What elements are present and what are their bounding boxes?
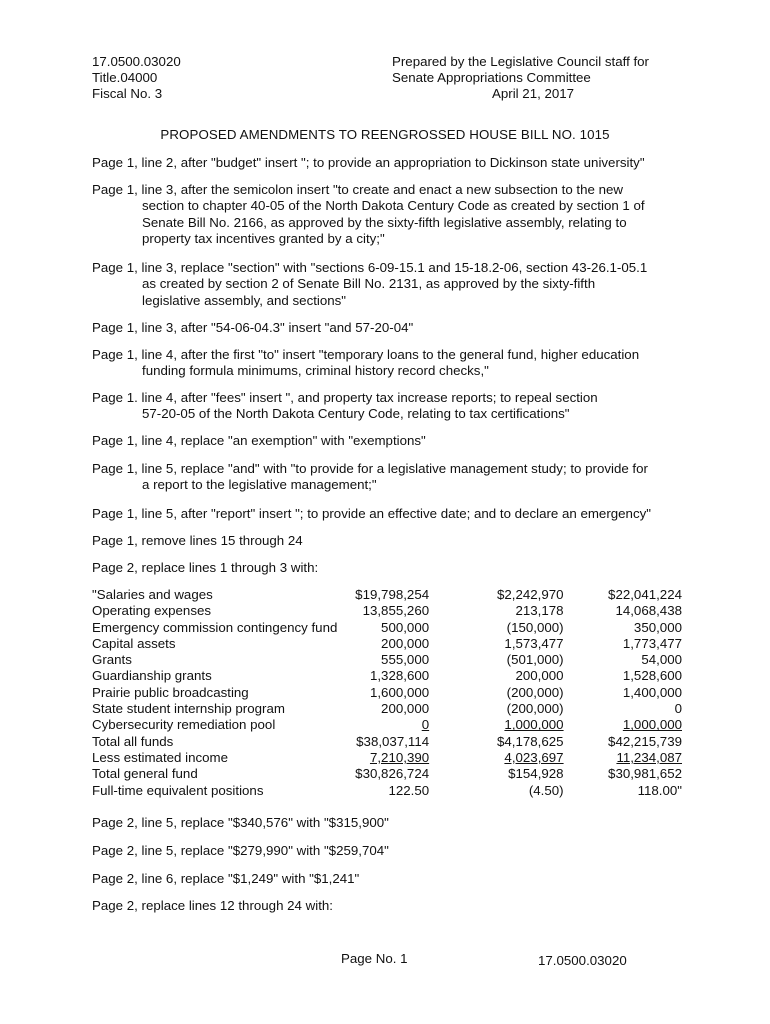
prepared-by: Prepared by the Legislative Council staff for [392,54,649,69]
document-title: PROPOSED AMENDMENTS TO REENGROSSED HOUSE BILL NO. 1015 [160,127,610,142]
header-left [92,54,181,102]
amendment-8: Page 1, line 5, replace "and" with "to provide for a legislative management study; to provide for a report to the legislative management;" [92,461,648,493]
amendment-7: Page 1, line 4, replace "an exemption" with "exemptions" [92,433,426,448]
row-label: State student internship program [92,701,285,717]
adjustment-amount: (150,000) [506,619,564,635]
amendment-9: Page 1, line 5, after "report" insert "; to provide an effective date; and to declare an emergency" [92,506,651,521]
amendment-5: Page 1, line 4, after the first "to" insert "temporary loans to the general fund, higher education funding formula minimums, criminal history record checks," [92,347,640,379]
base-amount: 1,328,600 [369,668,430,684]
total-amount: 1,400,000 [622,684,682,700]
adjustment-amount: (4.50) [528,782,564,798]
base-amount: 555,000 [381,652,430,668]
base-amount: 200,000 [381,635,430,651]
row-label: Grants [92,652,132,668]
row-label: Capital assets [92,635,176,651]
amendment-13: Page 2, line 5, replace "$279,990" with "$259,704" [92,843,389,858]
base-amount: 13,855,260 [362,603,430,619]
base-amount: 0 [421,717,430,733]
adjustment-amount: $2,242,970 [497,587,564,602]
base-amount: $30,826,724 [355,766,430,782]
base-amount: 500,000 [381,619,430,635]
total-amount: 14,068,438 [615,603,682,619]
table-row [92,668,682,684]
base-amount: 122.50 [388,782,430,798]
row-label: Full-time equivalent positions [92,782,264,798]
table-row [92,685,682,701]
total-amount: 0 [674,701,682,717]
adjustment-amount: $154,928 [508,766,564,782]
row-label: "Salaries and wages [92,587,213,602]
amendment-4: Page 1, line 3, after "54-06-04.3" insert "and 57-20-04" [92,320,414,335]
adjustment-amount: (200,000) [506,701,564,717]
total-amount: 1,000,000 [622,717,682,733]
amendment-10: Page 1, remove lines 15 through 24 [92,533,303,548]
row-label: Cybersecurity remediation pool [92,717,276,733]
appropriation-table [92,587,682,799]
adjustment-amount: 213,178 [515,603,564,619]
amendment-15: Page 2, replace lines 12 through 24 with: [92,898,333,913]
header-date: April 21, 2017 [492,86,575,101]
amendment-1: Page 1, line 2, after "budget" insert "; to provide an appropriation to Dickinson state university" [92,155,645,170]
total-amount: 1,773,477 [622,635,682,651]
amendment-11: Page 2, replace lines 1 through 3 with: [92,560,319,575]
row-label: Operating expenses [92,603,212,619]
adjustment-amount: (200,000) [506,684,564,700]
amendment-12: Page 2, line 5, replace "$340,576" with "$315,900" [92,815,389,830]
table-row [92,636,682,652]
bill-number: 17.0500.03020 [92,54,181,69]
footer-bill-number: 17.0500.03020 [538,953,627,968]
table-row [92,734,682,750]
table-row [92,750,682,766]
base-amount: 1,600,000 [369,684,430,700]
base-amount: $38,037,114 [356,733,430,749]
adjustment-amount: (501,000) [506,652,564,668]
row-label: Total general fund [92,766,198,782]
header-right [392,54,672,102]
page-number: Page No. 1 [341,951,408,966]
table-row [92,717,682,733]
row-label: Total all funds [92,733,174,749]
total-amount: $30,981,652 [608,766,682,782]
committee: Senate Appropriations Committee [392,70,591,85]
table-row [92,701,682,717]
adjustment-amount: 1,000,000 [504,717,564,733]
row-label: Prairie public broadcasting [92,684,249,700]
total-amount: $42,215,739 [608,733,682,749]
table-row [92,652,682,668]
amendment-3: Page 1, line 3, replace "section" with "sections 6-09-15.1 and 15-18.2-06, section 43-26.1-05.1 as created by section 2 of Senate Bill No. 2131, as approved by the sixty-fifth legislative assembly, and sections" [92,260,648,308]
base-amount: 200,000 [381,701,430,717]
row-label: Guardianship grants [92,668,212,684]
table-row [92,620,682,636]
title-number: Title.04000 [92,70,158,85]
table-row [92,587,682,603]
base-amount: 7,210,390 [369,749,430,765]
adjustment-amount: 1,573,477 [504,635,564,651]
row-label: Less estimated income [92,749,228,765]
table-row [92,603,682,619]
row-label: Emergency commission contingency fund [92,619,338,635]
total-amount: 350,000 [633,619,682,635]
amendment-6: Page 1. line 4, after "fees" insert ", and property tax increase reports; to repeal section 57-20-05 of the North Dakota Century Code, relating to tax certifications" [92,390,598,422]
total-amount: 11,234,087 [616,749,682,765]
adjustment-amount: $4,178,625 [497,733,564,749]
adjustment-amount: 4,023,697 [504,749,564,765]
table-row [92,766,682,782]
adjustment-amount: 200,000 [515,668,564,684]
total-amount: 54,000 [641,652,682,668]
base-amount: $19,798,254 [355,587,430,602]
table-row [92,783,682,799]
amendment-14: Page 2, line 6, replace "$1,249" with "$1,241" [92,871,360,886]
amendment-2: Page 1, line 3, after the semicolon insert "to create and enact a new subsection to the new section to chapter 40-05 of the North Dakota Century Code as created by section 1 of Senate Bill No. 2166, as approved by the sixty-fifth legislative assembly, relating to property tax incentives granted by a city;" [92,182,645,246]
fiscal-number: Fiscal No. 3 [92,86,163,101]
total-amount: $22,041,224 [608,587,682,602]
total-amount: 118.00" [637,782,682,798]
total-amount: 1,528,600 [622,668,682,684]
